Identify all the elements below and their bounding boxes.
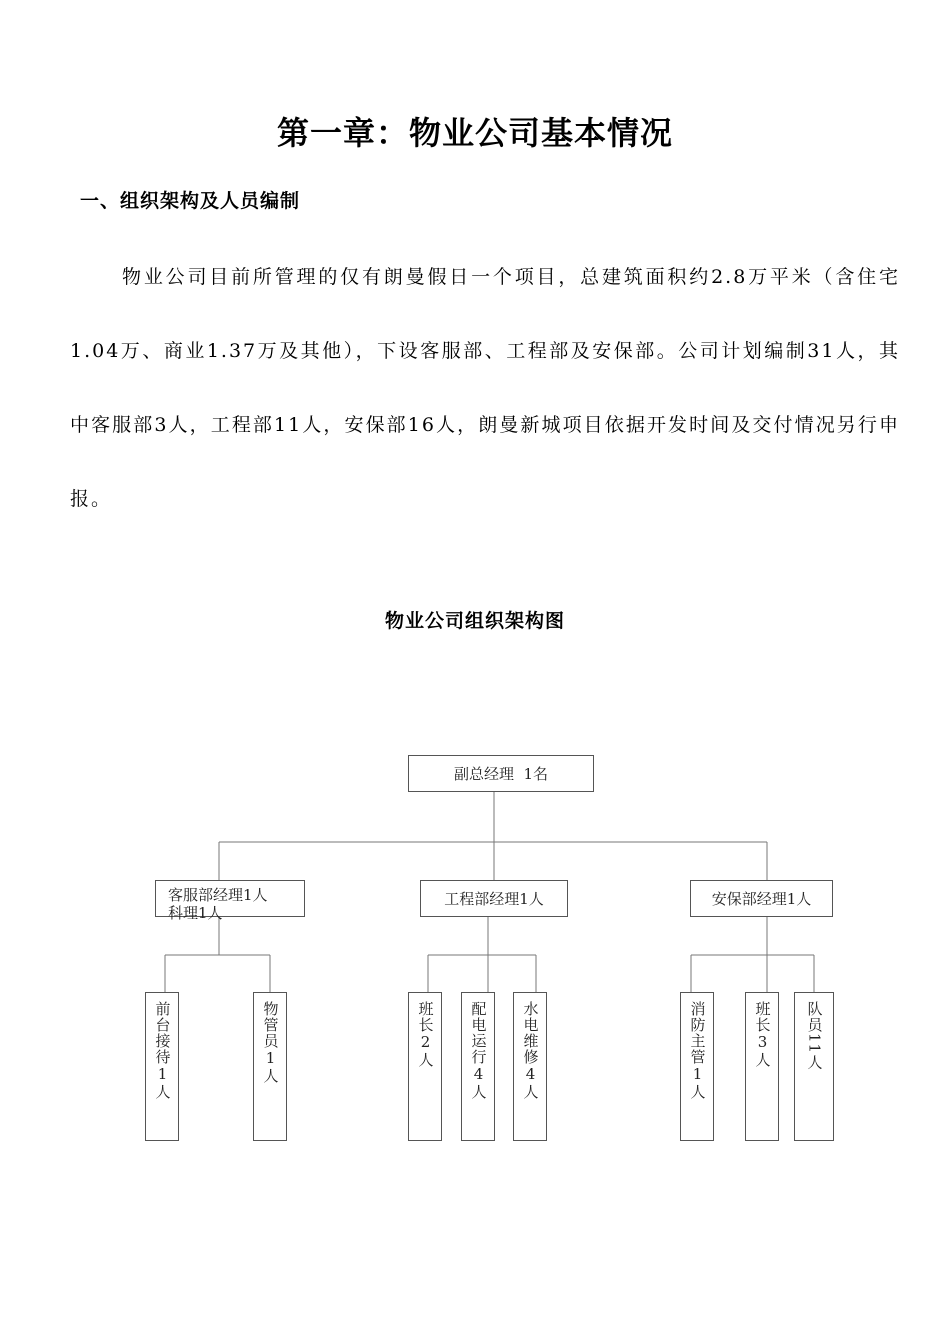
org-node-maintenance: [513, 992, 547, 1141]
org-node-anbao-manager-label: 安保部经理1人: [711, 890, 812, 908]
org-chart-title: 物业公司组织架构图: [384, 610, 565, 632]
page-title: 第一章：物业公司基本情况: [276, 114, 673, 152]
org-node-deputy-gm: [408, 755, 594, 792]
org-node-power-ops: [461, 992, 495, 1141]
org-node-kefu-manager-label: 客服部经理1人: [168, 886, 268, 904]
org-node-front-desk: [145, 992, 179, 1141]
org-node-anbao-manager: [690, 880, 833, 917]
org-node-kefu-manager: [155, 880, 305, 922]
org-node-fire-supervisor-label: 消防主管1人: [688, 1001, 707, 1100]
org-node-security-team-lead-label: 班长3人: [753, 1001, 772, 1068]
org-node-fire-supervisor: [680, 992, 714, 1141]
org-node-property-staff-label: 物管员1人: [261, 1001, 280, 1084]
org-node-gongcheng-manager-label: 工程部经理1人: [444, 890, 544, 908]
org-node-security-guards-label: 队员11人: [805, 1001, 824, 1071]
org-node-gongcheng-manager: [420, 880, 568, 917]
org-node-power-ops-label: 配电运行4人: [469, 1001, 488, 1100]
org-node-deputy-gm-label: 副总经理 1名: [453, 765, 549, 783]
org-node-maintenance-label: 水电维修4人: [521, 1001, 540, 1100]
org-node-kefu-assistant-label: 科理1人: [168, 904, 223, 922]
org-node-eng-team-lead-label: 班长2人: [416, 1001, 435, 1068]
section-heading: 一、组织架构及人员编制: [80, 190, 301, 212]
body-paragraph: 物业公司目前所管理的仅有朗曼假日一个项目，总建筑面积约2.8万平米（含住宅1.04万、商业1.37万及其他），下设客服部、工程部及安保部。公司计划编制31人，其中客服部3人，工程部11人，安保部16人，朗曼新城项目依据开发时间及交付情况另行申报。: [70, 266, 900, 510]
org-node-property-staff: [253, 992, 287, 1141]
org-node-security-team-lead: [745, 992, 779, 1141]
org-node-security-guards: [794, 992, 834, 1141]
org-node-eng-team-lead: [408, 992, 442, 1141]
org-node-front-desk-label: 前台接待1人: [153, 1001, 172, 1100]
